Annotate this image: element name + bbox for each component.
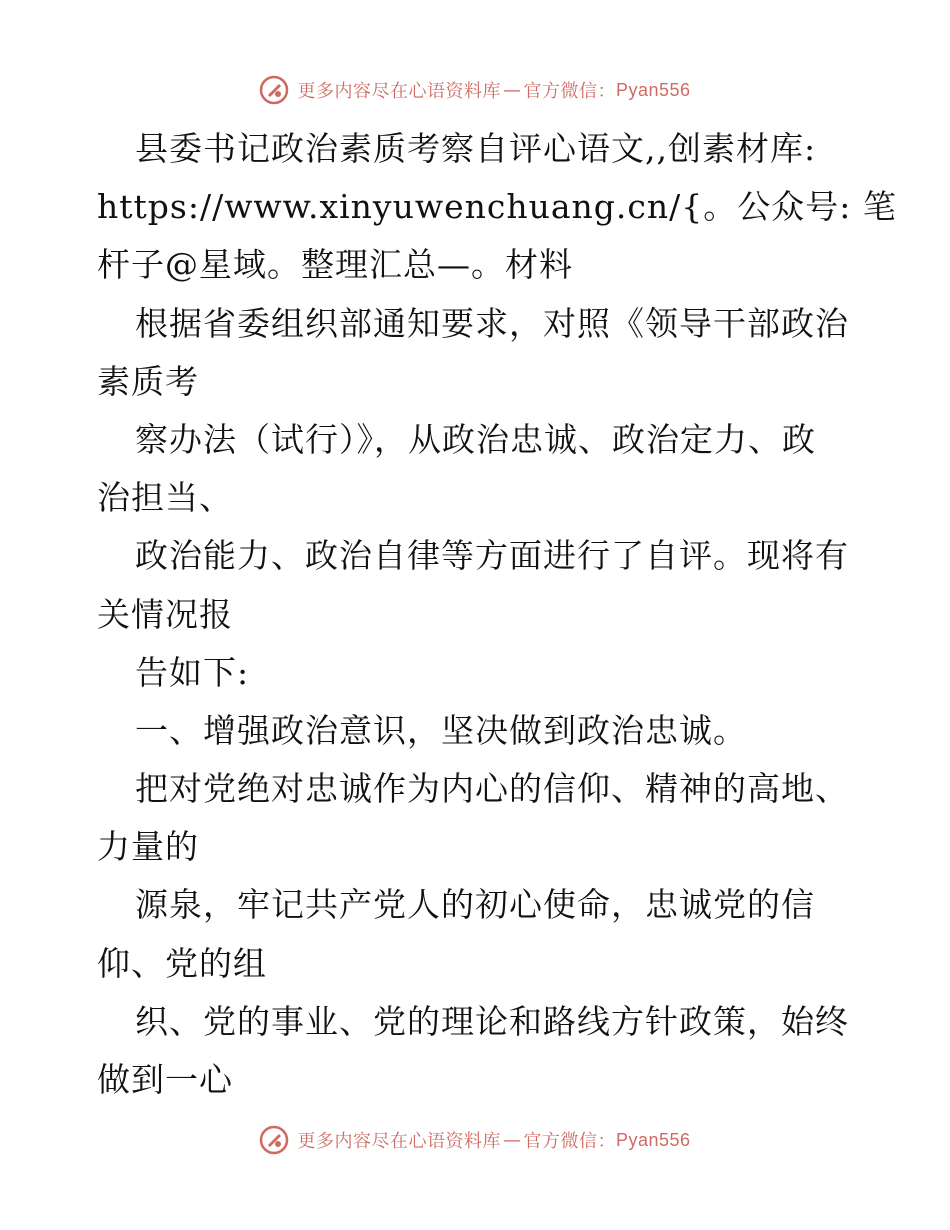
logo-seal-icon <box>259 75 289 105</box>
text-line: 素质考 <box>97 361 199 401</box>
text-line: 关情况报 <box>97 594 233 634</box>
text-line: 察办法（试行）》，从政治忠诚、政治定力、政 <box>135 419 816 459</box>
text-line: 杆子@星域。整理汇总—。材料 <box>97 245 573 285</box>
watermark-wechat-id: Pyan556 <box>615 1129 691 1150</box>
watermark-separator: — <box>502 79 522 101</box>
watermark-wechat-label: 官方微信： <box>523 81 616 102</box>
text-line: 根据省委组织部通知要求，对照《领导干部政治 <box>135 303 849 343</box>
text-line: 力量的 <box>97 827 199 867</box>
watermark-wechat-id: Pyan556 <box>615 79 691 100</box>
header-watermark <box>0 70 950 110</box>
text-line: 源泉，牢记共产党人的初心使命，忠诚党的信 <box>135 885 815 925</box>
watermark-main-text: 更多内容尽在心语资料库 <box>297 81 501 102</box>
document-body <box>97 120 897 1109</box>
text-line: 治担当、 <box>97 478 233 518</box>
text-line: 仰、党的组 <box>97 943 267 983</box>
text-line: 做到一心 <box>97 1060 233 1099</box>
watermark-separator: — <box>502 1129 522 1151</box>
text-line: 把对党绝对忠诚作为内心的信仰、精神的高地、 <box>135 769 849 809</box>
watermark-main-text: 更多内容尽在心语资料库 <box>297 1131 501 1152</box>
text-line: 织、党的事业、党的理论和路线方针政策，始终 <box>135 1001 849 1041</box>
watermark-wechat-label: 官方微信： <box>523 1131 616 1152</box>
footer-watermark <box>0 1120 950 1160</box>
text-line: 县委书记政治素质考察自评心语文,,创素材库: <box>135 129 817 168</box>
text-line: https://www.xinyuwenchuang.cn/{。公众号: 笔 <box>97 187 897 227</box>
text-line: 一、增强政治意识，坚决做到政治忠诚。 <box>135 710 747 750</box>
text-line: 告如下: <box>135 652 250 692</box>
logo-seal-icon <box>259 1125 289 1155</box>
text-line: 政治能力、政治自律等方面进行了自评。现将有 <box>135 536 849 576</box>
